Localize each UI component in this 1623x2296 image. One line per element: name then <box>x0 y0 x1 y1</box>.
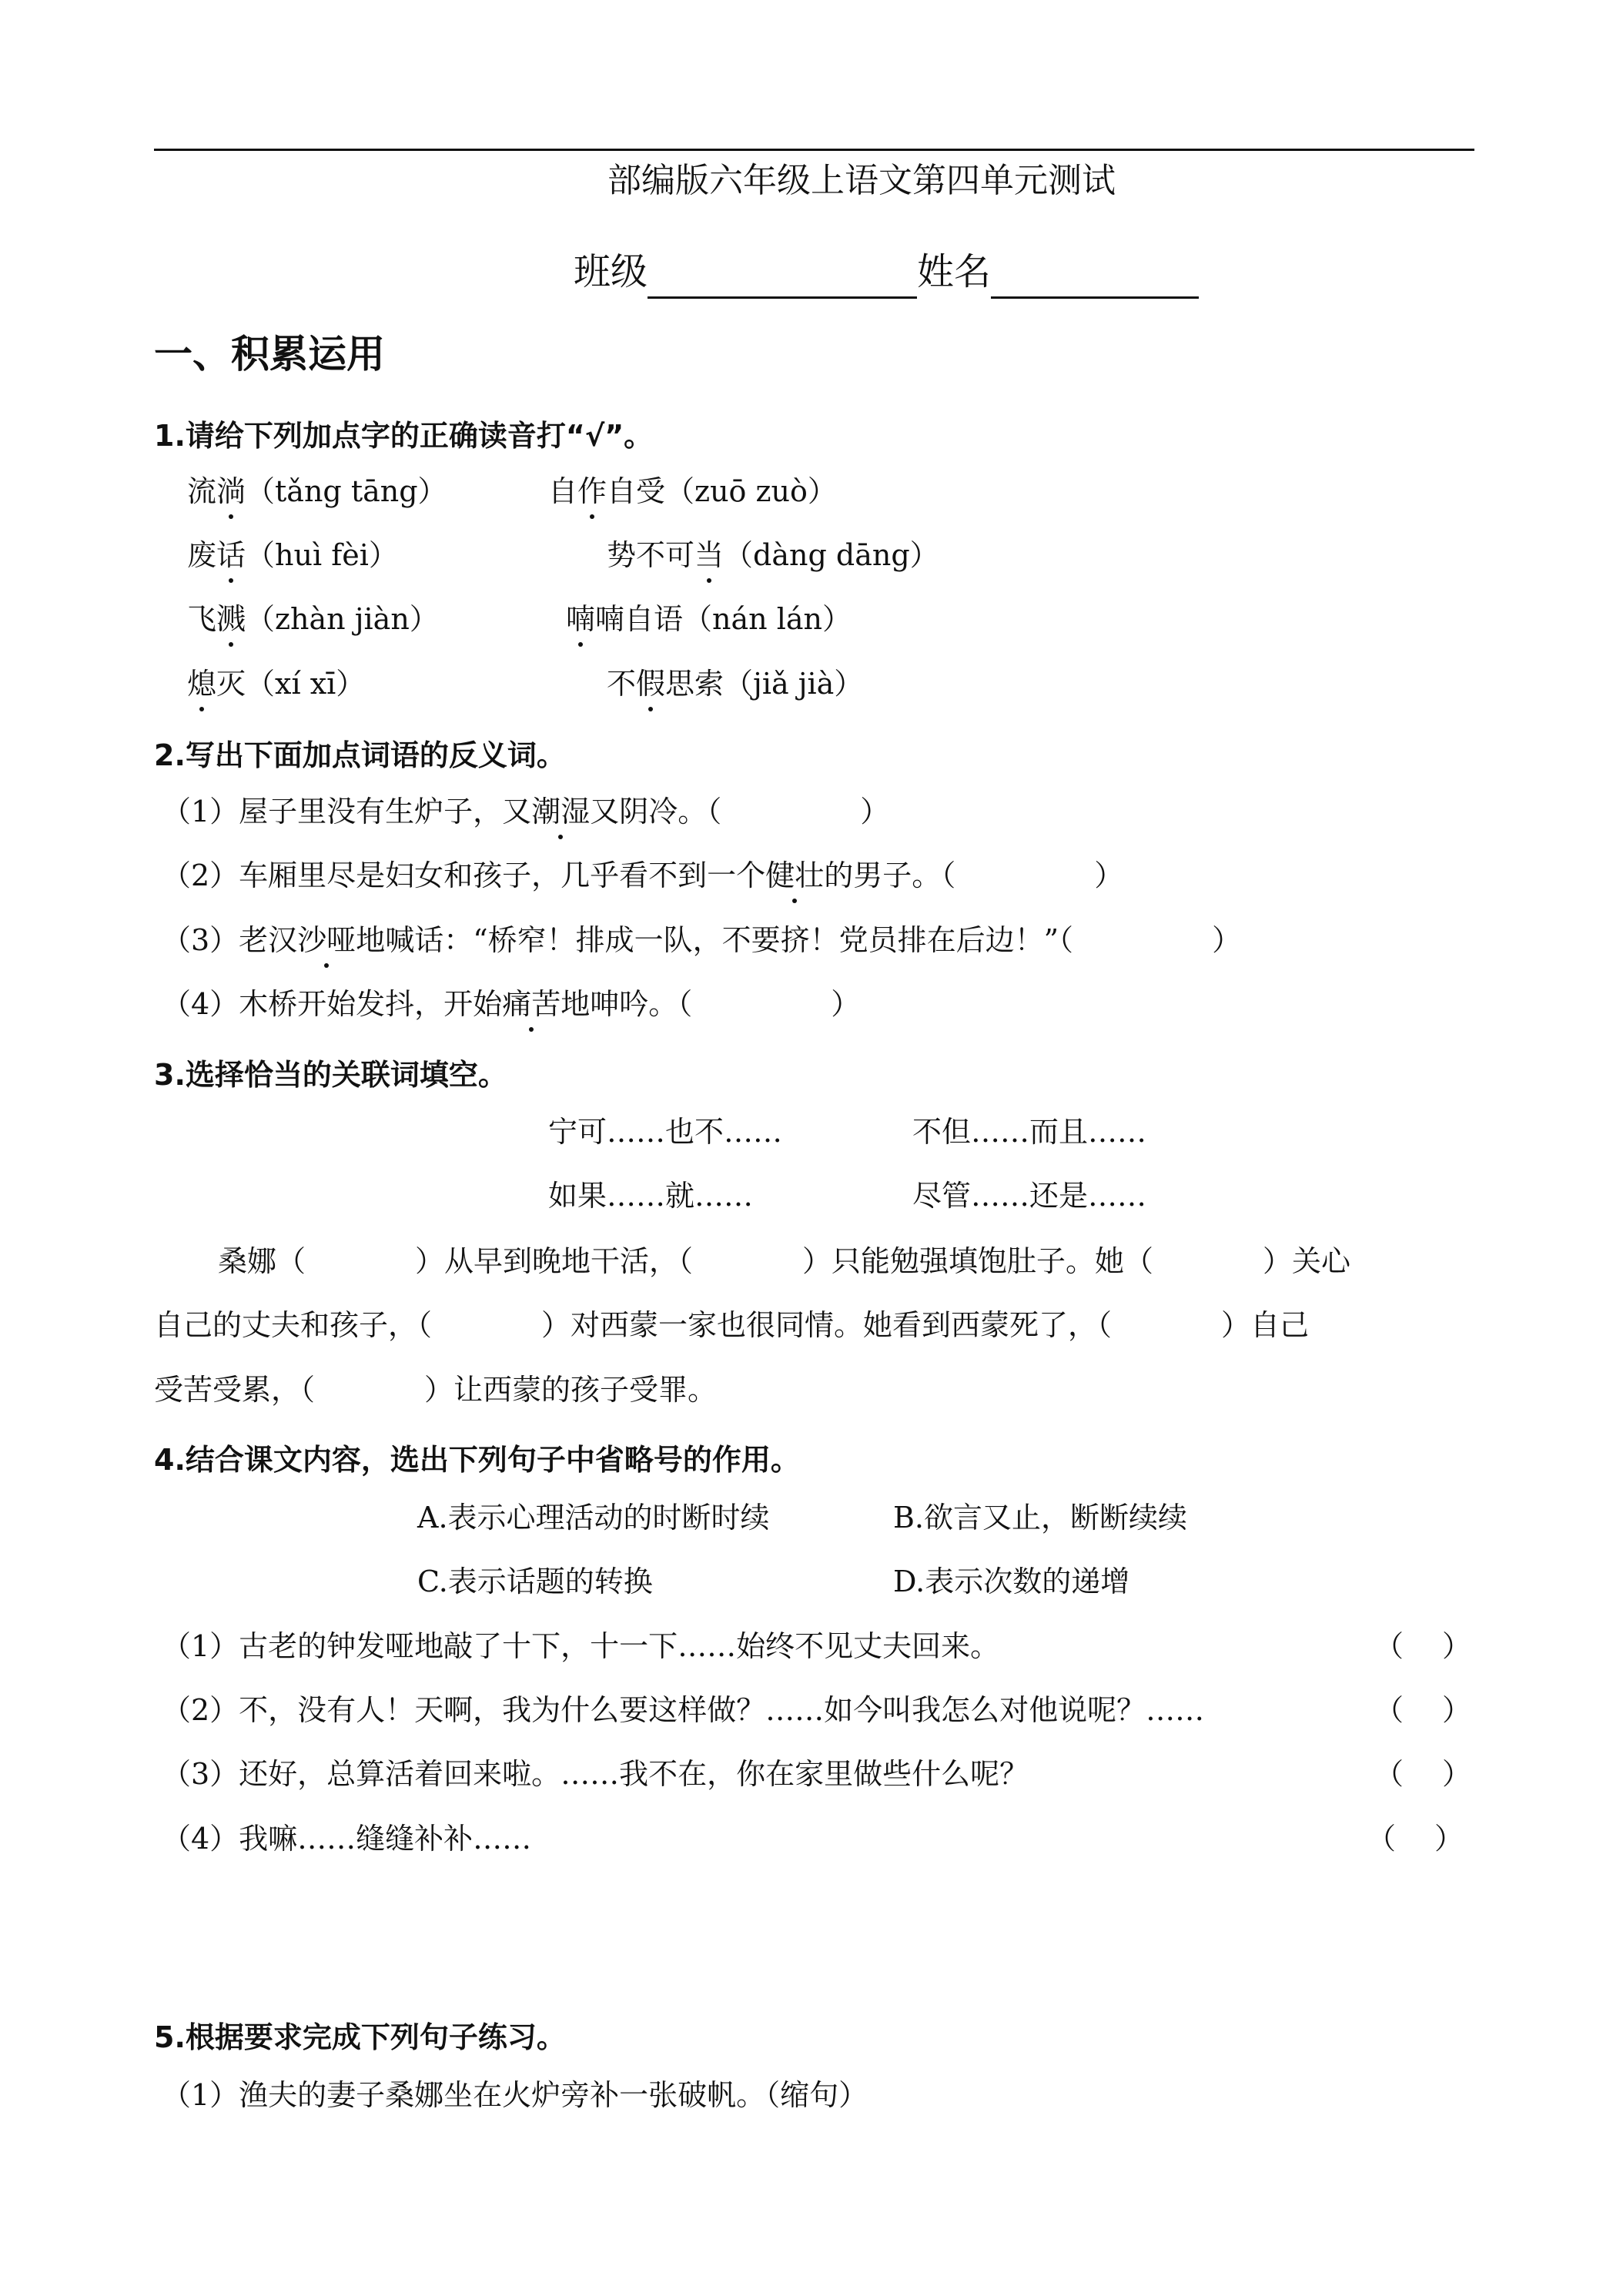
dotted-word: 潮湿 <box>531 790 590 833</box>
conjunction-option: 宁可……也不…… <box>548 1115 783 1149</box>
dotted-char: 熄 <box>187 662 216 705</box>
question-4-heading: 4.结合课文内容，选出下列句子中省略号的作用。 <box>154 1443 800 1477</box>
page-title: 部编版六年级上语文第四单元测试 <box>607 161 1116 200</box>
q5-item-1: （1）渔夫的妻子桑娜坐在火炉旁补一张破帆。（缩句） <box>162 2078 868 2112</box>
dotted-char: 作 <box>577 470 607 513</box>
conjunction-option: 不但……而且…… <box>912 1115 1147 1149</box>
fill-paragraph-line-3: 受苦受累，（ ）让西蒙的孩子受罪。 <box>154 1373 718 1407</box>
conjunction-option: 尽管……还是…… <box>912 1179 1147 1213</box>
q4-sentence: （2）不，没有人！天啊，我为什么要这样做？……如今叫我怎么对他说呢？…… <box>162 1693 1205 1727</box>
ellipsis-option-d: D.表示次数的递增 <box>893 1565 1130 1598</box>
dotted-char: 假 <box>636 662 665 705</box>
answer-paren[interactable]: （ ） <box>1374 1693 1472 1727</box>
q1-item: 流淌（tǎng tāng） <box>187 470 447 513</box>
answer-paren[interactable]: （ ） <box>1367 1822 1464 1856</box>
q1-item: 喃喃自语（nán lán） <box>566 597 852 641</box>
q4-sentence: （4）我嘛……缝缝补补…… <box>162 1822 532 1856</box>
q1-item: 自作自受（zuō zuò） <box>548 470 837 513</box>
q2-sentence-4: （4）木桥开始发抖，开始痛苦地呻吟。（ ） <box>162 982 860 1026</box>
dotted-word: 痛苦 <box>502 982 561 1026</box>
question-5-heading: 5.根据要求完成下列句子练习。 <box>154 2020 566 2054</box>
question-2-heading: 2.写出下面加点词语的反义词。 <box>154 738 566 772</box>
answer-paren[interactable]: （ ） <box>1374 1757 1472 1791</box>
dotted-word: 沙哑 <box>297 919 356 962</box>
q2-sentence-2: （2）车厢里尽是妇女和孩子，几乎看不到一个健壮的男子。（ ） <box>162 854 1123 897</box>
ellipsis-option-a: A.表示心理活动的时断时续 <box>417 1501 770 1535</box>
class-blank[interactable] <box>648 256 917 299</box>
ellipsis-option-b: B.欲言又止，断断续续 <box>893 1501 1188 1535</box>
ellipsis-option-c: C.表示话题的转换 <box>417 1565 653 1598</box>
dotted-char: 话 <box>216 534 246 577</box>
q1-item: 势不可当（dàng dāng） <box>607 534 939 577</box>
q1-item: 不假思索（jiǎ jià） <box>607 662 863 705</box>
dotted-char: 淌 <box>216 470 246 513</box>
q4-sentence: （1）古老的钟发哑地敲了十下，十一下……始终不见丈夫回来。 <box>162 1629 1000 1663</box>
fill-paragraph-line-1: 桑娜（ ）从早到晚地干活，（ ）只能勉强填饱肚子。她（ ）关心 <box>218 1244 1351 1278</box>
dotted-char: 当 <box>694 534 724 577</box>
q2-sentence-3: （3）老汉沙哑地喊话：“桥窄！排成一队，不要挤！党员排在后边！”（ ） <box>162 919 1241 962</box>
section-heading: 一、积累运用 <box>154 332 385 377</box>
question-1-heading: 1.请给下列加点字的正确读音打“√”。 <box>154 419 654 453</box>
q2-sentence-1: （1）屋子里没有生炉子，又潮湿又阴冷。（ ） <box>162 790 889 833</box>
fill-paragraph-line-2: 自己的丈夫和孩子，（ ）对西蒙一家也很同情。她看到西蒙死了，（ ）自己 <box>154 1308 1310 1342</box>
q1-item: 废话（huì fèi） <box>187 534 398 577</box>
name-blank[interactable] <box>991 256 1199 299</box>
name-label: 姓名 <box>917 250 992 293</box>
dotted-char: 溅 <box>216 597 246 641</box>
class-name-line <box>574 245 1199 299</box>
dotted-char: 喃 <box>566 597 595 641</box>
header-rule <box>154 149 1474 151</box>
answer-paren[interactable]: （ ） <box>1374 1629 1472 1663</box>
q1-item: 熄灭（xí xī） <box>187 662 365 705</box>
question-3-heading: 3.选择恰当的关联词填空。 <box>154 1058 507 1092</box>
q4-sentence: （3）还好，总算活着回来啦。……我不在，你在家里做些什么呢？ <box>162 1757 1029 1791</box>
q1-item: 飞溅（zhàn jiàn） <box>187 597 439 641</box>
class-label: 班级 <box>574 250 648 293</box>
conjunction-option: 如果……就…… <box>548 1179 754 1213</box>
dotted-word: 健壮 <box>765 854 824 897</box>
